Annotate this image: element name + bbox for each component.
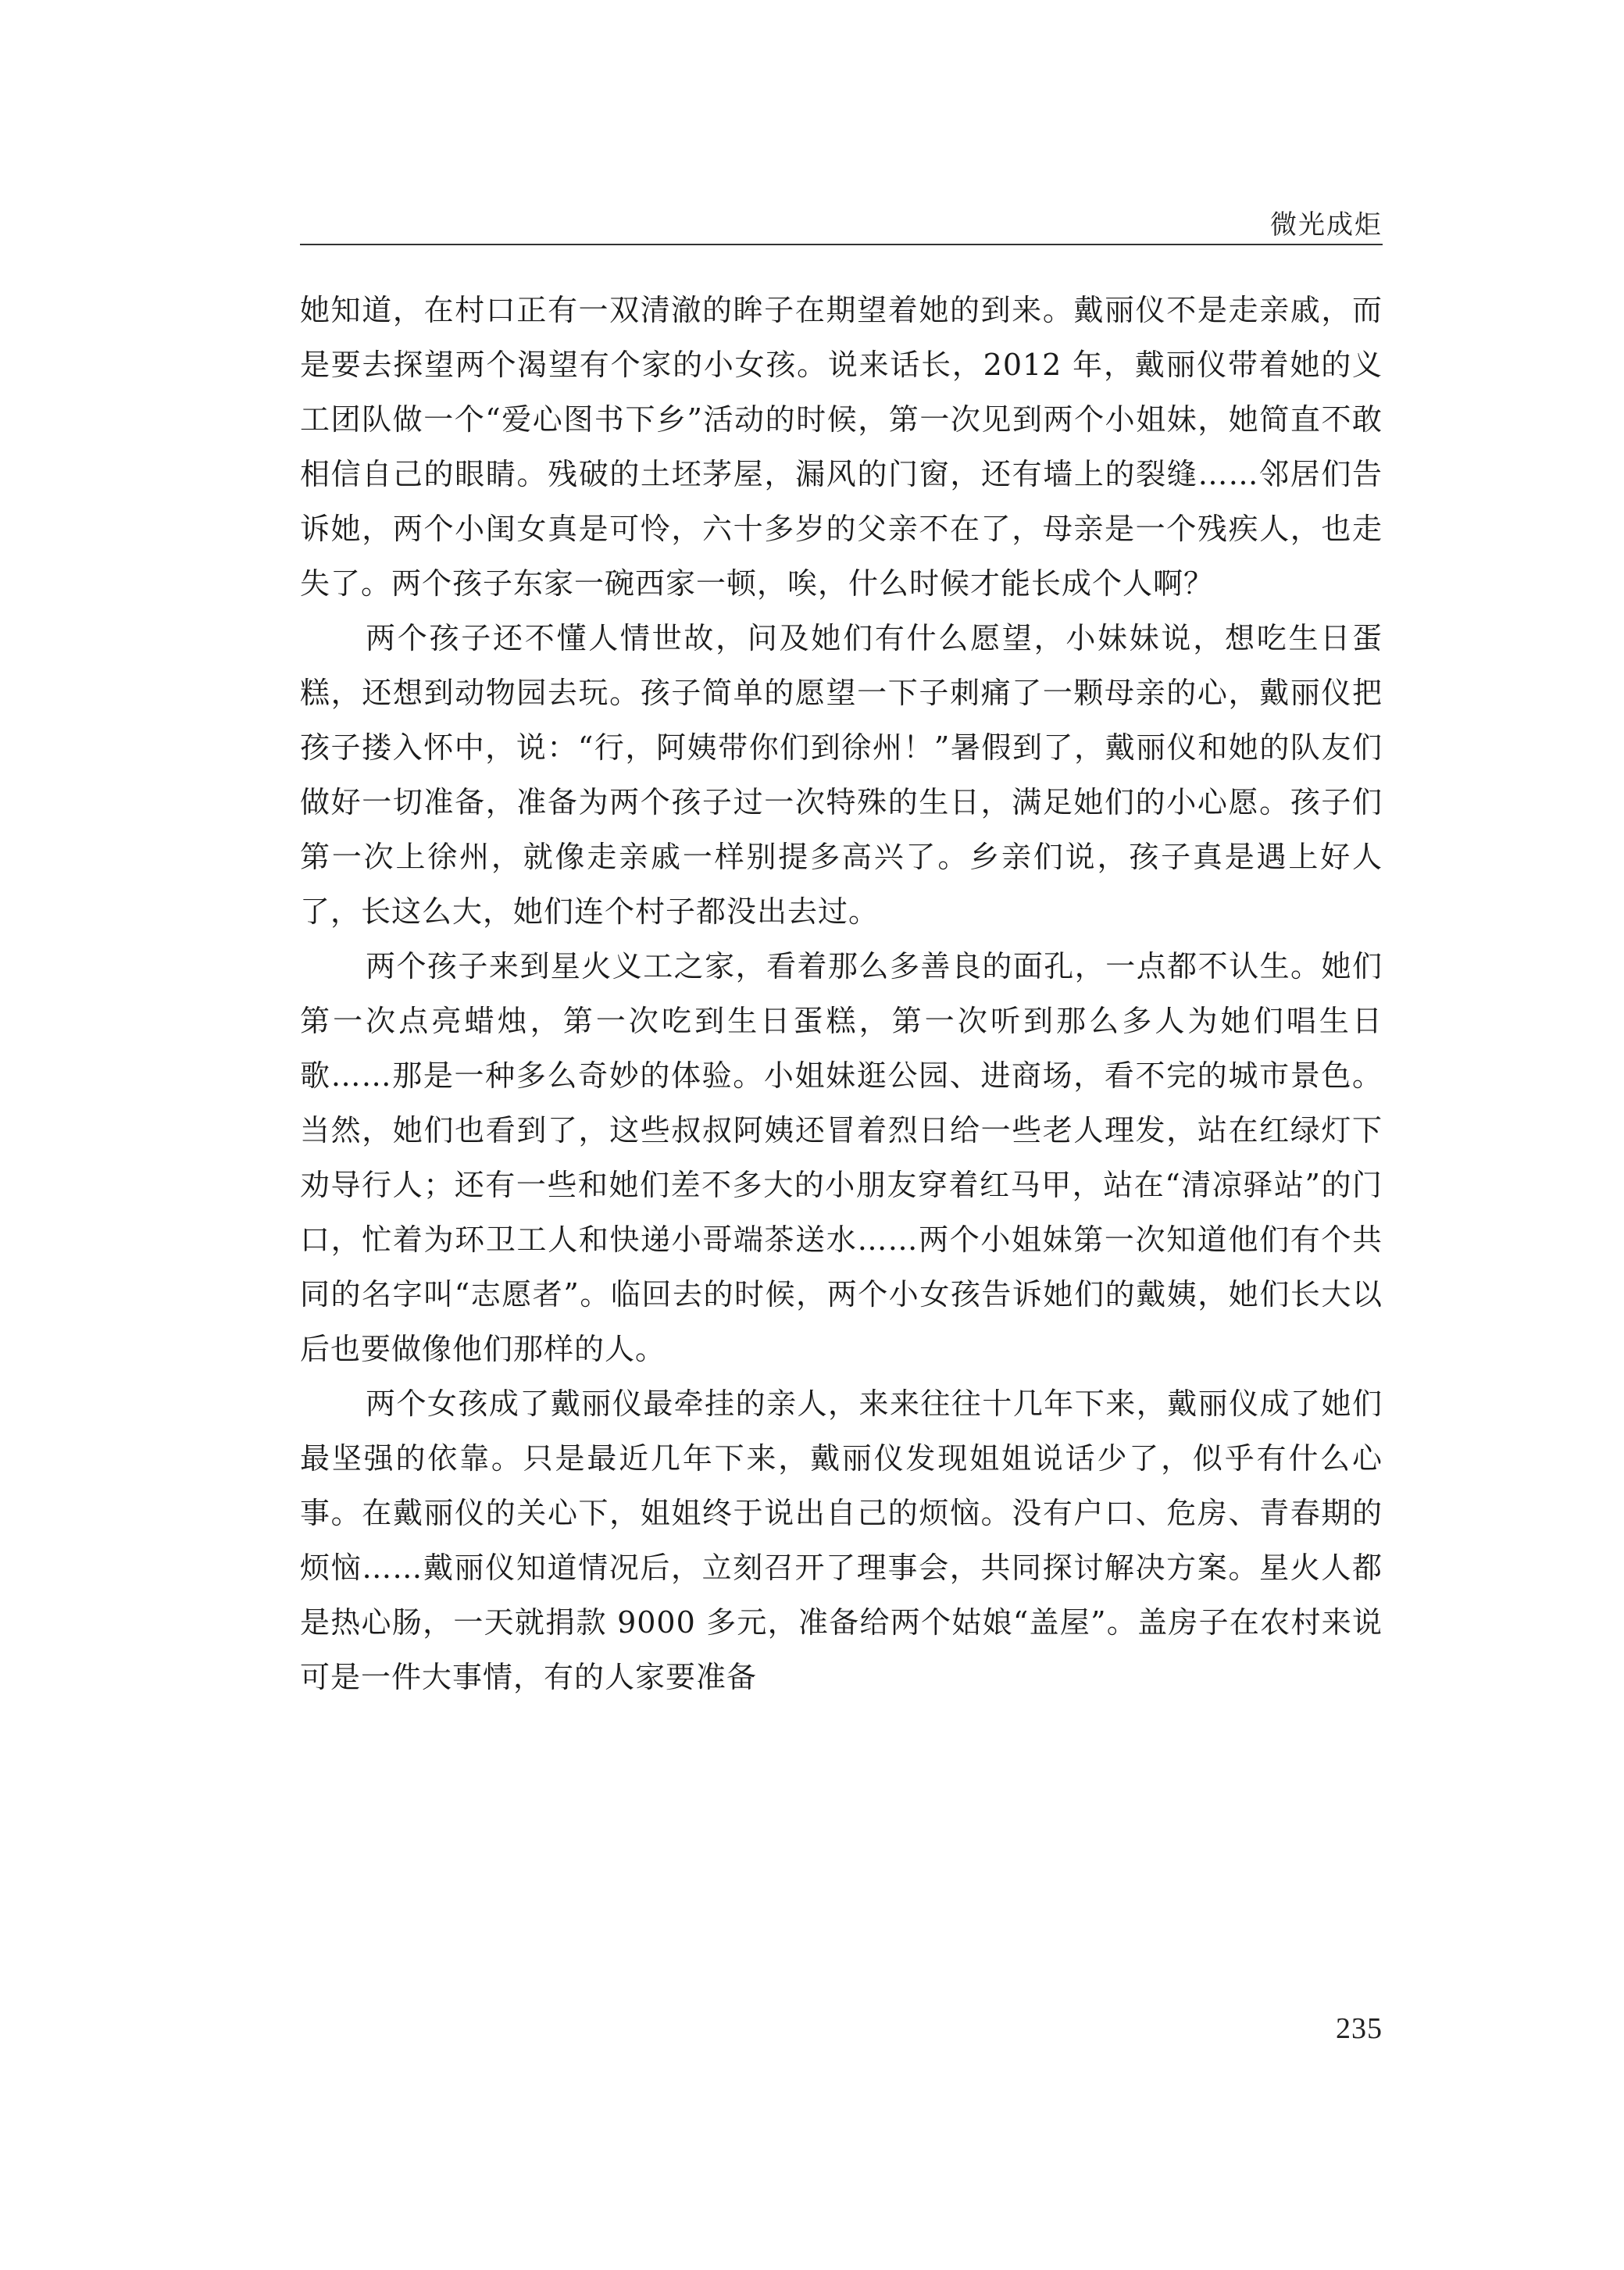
page-number: 235 (1336, 2012, 1383, 2045)
paragraph-2: 两个孩子还不懂人情世故，问及她们有什么愿望，小妹妹说，想吃生日蛋糕，还想到动物园去玩。孩子简单的愿望一下子刺痛了一颗母亲的心，戴丽仪把孩子搂入怀中，说：“行，阿姨带你们到徐州！”暑假到了，戴丽仪和她的队友们做好一切准备，准备为两个孩子过一次特殊的生日，满足她们的小心愿。孩子们第一次上徐州，就像走亲戚一样别提多高兴了。乡亲们说，孩子真是遇上好人了，长这么大，她们连个村子都没出去过。 (300, 621, 1383, 929)
paragraph-1: 她知道，在村口正有一双清澈的眸子在期望着她的到来。戴丽仪不是走亲戚，而是要去探望两个渴望有个家的小女孩。说来话长，2012 年，戴丽仪带着她的义工团队做一个“爱心图书下乡”活动的时候，第一次见到两个小姐妹，她简直不敢相信自己的眼睛。残破的土坯茅屋，漏风的门窗，还有墙上的裂缝……邻居们告诉她，两个小闺女真是可怜，六十多岁的父亲不在了，母亲是一个残疾人，也走失了。两个孩子东家一碗西家一顿，唉，什么时候才能长成个人啊？ (300, 293, 1383, 601)
paragraph-3: 两个孩子来到星火义工之家，看着那么多善良的面孔，一点都不认生。她们第一次点亮蜡烛，第一次吃到生日蛋糕，第一次听到那么多人为她们唱生日歌……那是一种多么奇妙的体验。小姐妹逛公园、进商场，看不完的城市景色。当然，她们也看到了，这些叔叔阿姨还冒着烈日给一些老人理发，站在红绿灯下劝导行人；还有一些和她们差不多大的小朋友穿着红马甲，站在“清凉驿站”的门口，忙着为环卫工人和快递小哥端茶送水……两个小姐妹第一次知道他们有个共同的名字叫“志愿者”。临回去的时候，两个小女孩告诉她们的戴姨，她们长大以后也要做像他们那样的人。 (300, 949, 1383, 1366)
header-rule (300, 244, 1383, 245)
running-header (300, 195, 1383, 242)
running-title: 微光成炬 (1270, 209, 1383, 241)
body-text (300, 283, 1383, 1704)
paragraph-4: 两个女孩成了戴丽仪最牵挂的亲人，来来往往十几年下来，戴丽仪成了她们最坚强的依靠。只是最近几年下来，戴丽仪发现姐姐说话少了，似乎有什么心事。在戴丽仪的关心下，姐姐终于说出自己的烦恼。没有户口、危房、青春期的烦恼……戴丽仪知道情况后，立刻召开了理事会，共同探讨解决方案。星火人都是热心肠，一天就捐款 9000 多元，准备给两个姑娘“盖屋”。盖房子在农村来说可是一件大事情，有的人家要准备 (300, 1387, 1383, 1694)
